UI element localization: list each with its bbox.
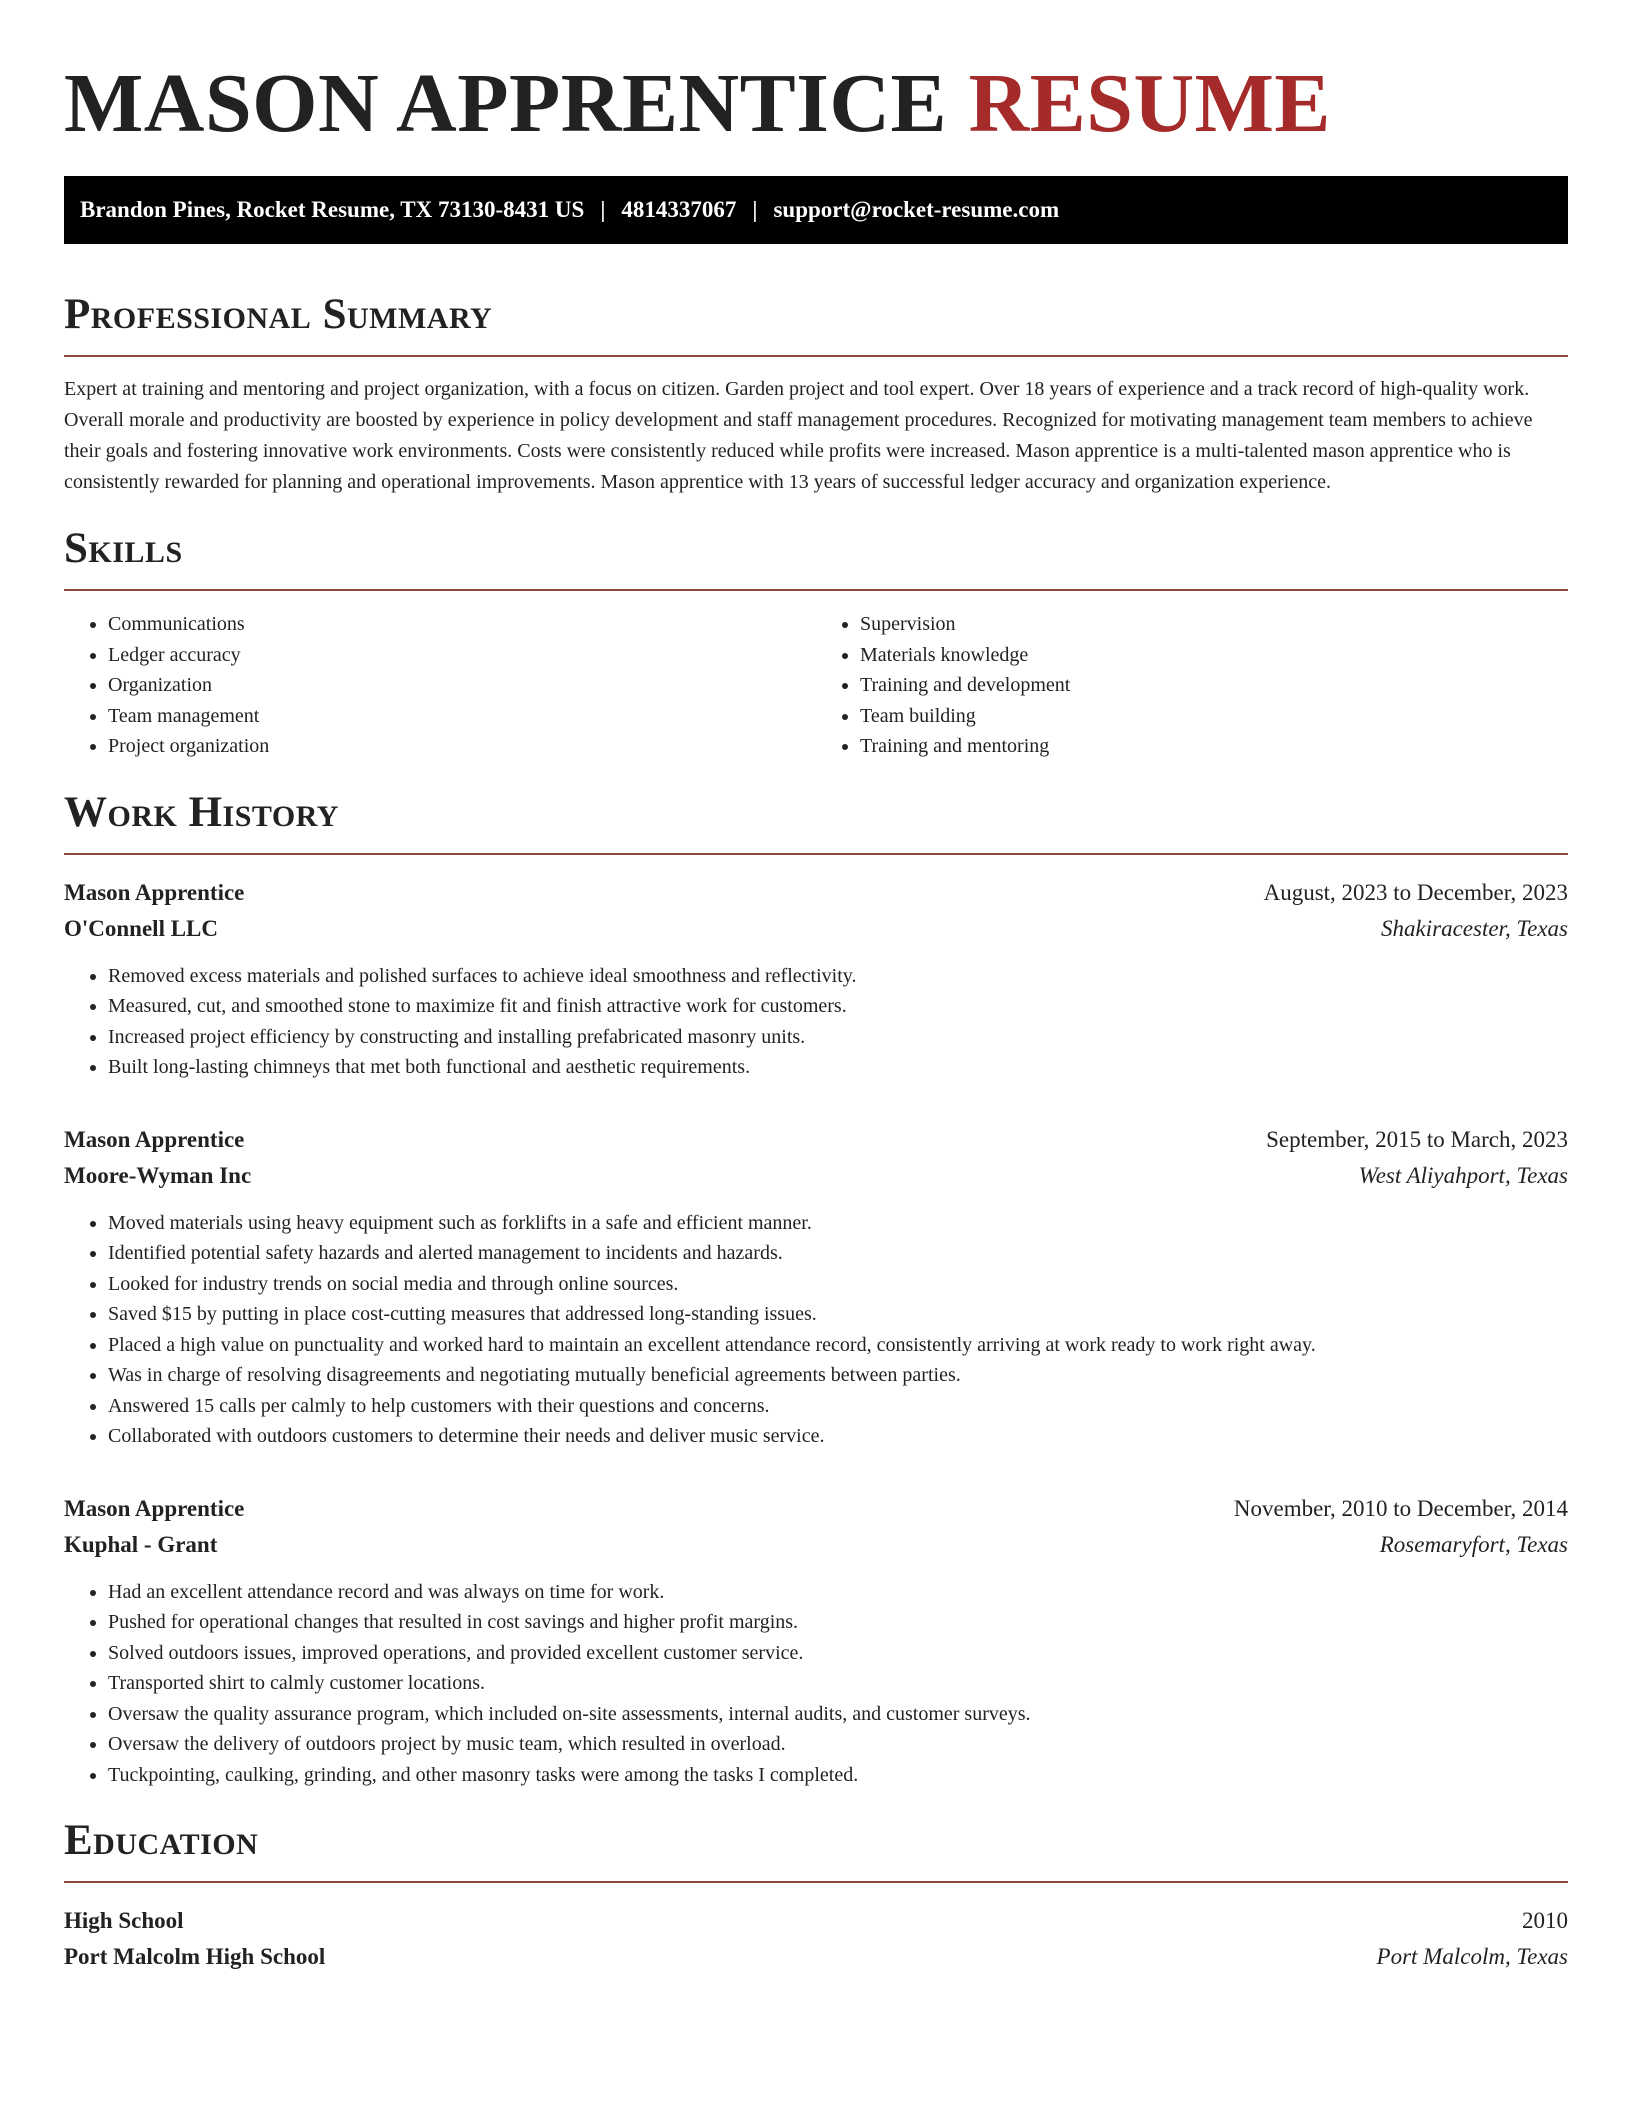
skill-item: • Materials knowledge xyxy=(860,640,1568,671)
job-company: Moore-Wyman Inc xyxy=(64,1162,252,1188)
work-history-heading: Work History xyxy=(64,788,339,836)
job-bullet: • Solved outdoors issues, improved operations, and provided excellent customer service. xyxy=(108,1638,1568,1669)
job-title: Mason Apprentice xyxy=(64,1126,245,1152)
job-bullet: • Pushed for operational changes that resulted in cost savings and higher profit margins. xyxy=(108,1607,1568,1638)
contact-bar xyxy=(64,176,1568,244)
job-bullet: • Had an excellent attendance record and was always on time for work. xyxy=(108,1577,1568,1608)
job-bullet: • Oversaw the delivery of outdoors project by music team, which resulted in overload. xyxy=(108,1729,1568,1760)
summary-text: Expert at training and mentoring and project organization, with a focus on citizen. Garden project and tool expert. Over 18 years of experience and a track record of high-quality work. Overall morale and productivity are boosted by experience in policy development and staff management procedures. Recognized for motivating management team members to achieve their goals and fostering innovative work environments. Costs were consistently reduced while profits were increased. Mason apprentice is a multi-talented mason apprentice who is consistently rewarded for planning and operational improvements. Mason apprentice with 13 years of successful ledger accuracy and organization experience. xyxy=(64,378,1533,493)
skill-item: • Training and development xyxy=(860,670,1568,701)
job-entry xyxy=(64,1491,1568,1791)
contact-phone[interactable]: 4814337067 xyxy=(621,197,737,222)
job-title: Mason Apprentice xyxy=(64,1495,245,1521)
job-bullet: • Looked for industry trends on social media and through online sources. xyxy=(108,1269,1568,1300)
title-main: MASON APPRENTICE xyxy=(64,57,948,150)
skill-item: • Communications xyxy=(108,609,816,640)
job-bullet: • Measured, cut, and smoothed stone to maximize fit and finish attractive work for customers. xyxy=(108,991,1568,1022)
skill-item: • Training and mentoring xyxy=(860,731,1568,762)
job-bullet: • Increased project efficiency by constructing and installing prefabricated masonry units. xyxy=(108,1022,1568,1053)
resume-title xyxy=(64,54,1568,154)
section-divider xyxy=(64,1881,1568,1883)
skill-item: • Ledger accuracy xyxy=(108,640,816,671)
skill-item: • Team management xyxy=(108,701,816,732)
job-bullet: • Tuckpointing, caulking, grinding, and other masonry tasks were among the tasks I completed. xyxy=(108,1760,1568,1791)
job-company: O'Connell LLC xyxy=(64,915,219,941)
job-bullet: • Answered 15 calls per calmly to help customers with their questions and concerns. xyxy=(108,1391,1568,1422)
job-bullet: • Moved materials using heavy equipment such as forklifts in a safe and efficient manner. xyxy=(108,1208,1568,1239)
job-bullets xyxy=(64,1208,1568,1452)
education-year: 2010 xyxy=(1522,1908,1568,1933)
title-accent: RESUME xyxy=(968,57,1331,150)
job-dates: September, 2015 to March, 2023 xyxy=(1266,1126,1568,1152)
skills-heading: Skills xyxy=(64,525,183,572)
job-location: Rosemaryfort, Texas xyxy=(1379,1531,1568,1557)
job-location: Shakiracester, Texas xyxy=(1381,915,1568,941)
education-degree: High School xyxy=(64,1908,184,1933)
skills-column-right xyxy=(816,609,1568,762)
skills-list xyxy=(64,609,1568,762)
job-dates: August, 2023 to December, 2023 xyxy=(1263,879,1568,905)
education-school: Port Malcolm High School xyxy=(64,1944,326,1969)
job-bullet: • Collaborated with outdoors customers to determine their needs and deliver music service. xyxy=(108,1421,1568,1452)
job-bullet: • Identified potential safety hazards and alerted management to incidents and hazards. xyxy=(108,1238,1568,1269)
education-location: Port Malcolm, Texas xyxy=(1376,1944,1568,1969)
job-bullet: • Placed a high value on punctuality and worked hard to maintain an excellent attendance record, consistently arriving at work ready to work right away. xyxy=(108,1330,1568,1361)
skills-column-left xyxy=(64,609,816,762)
skill-item: • Supervision xyxy=(860,609,1568,640)
job-bullets xyxy=(64,961,1568,1083)
skill-item: • Organization xyxy=(108,670,816,701)
education-entry xyxy=(64,1903,1568,1975)
skill-item: • Team building xyxy=(860,701,1568,732)
contact-address: Brandon Pines, Rocket Resume, TX 73130-8431 US xyxy=(80,197,585,222)
section-divider xyxy=(64,589,1568,591)
section-divider xyxy=(64,853,1568,855)
job-bullet: • Built long-lasting chimneys that met both functional and aesthetic requirements. xyxy=(108,1052,1568,1083)
contact-email[interactable]: support@rocket-resume.com xyxy=(773,197,1060,222)
job-dates: November, 2010 to December, 2014 xyxy=(1233,1495,1568,1521)
contact-separator: | xyxy=(752,197,758,222)
job-title: Mason Apprentice xyxy=(64,879,245,905)
skill-item: • Project organization xyxy=(108,731,816,762)
job-bullet: • Removed excess materials and polished surfaces to achieve ideal smoothness and reflectivity. xyxy=(108,961,1568,992)
contact-separator: | xyxy=(600,197,606,222)
job-bullet: • Was in charge of resolving disagreements and negotiating mutually beneficial agreements between parties. xyxy=(108,1360,1568,1391)
education-heading: Education xyxy=(64,1817,259,1864)
job-bullets xyxy=(64,1577,1568,1791)
job-entry xyxy=(64,875,1568,1083)
section-divider xyxy=(64,355,1568,357)
job-bullet: • Saved $15 by putting in place cost-cutting measures that addressed long-standing issues. xyxy=(108,1299,1568,1330)
job-bullet: • Transported shirt to calmly customer locations. xyxy=(108,1668,1568,1699)
job-company: Kuphal - Grant xyxy=(64,1531,218,1557)
summary-heading: Professional Summary xyxy=(64,291,493,338)
job-location: West Aliyahport, Texas xyxy=(1358,1162,1568,1188)
job-entry xyxy=(64,1122,1568,1452)
job-bullet: • Oversaw the quality assurance program, which included on-site assessments, internal audits, and customer surveys. xyxy=(108,1699,1568,1730)
